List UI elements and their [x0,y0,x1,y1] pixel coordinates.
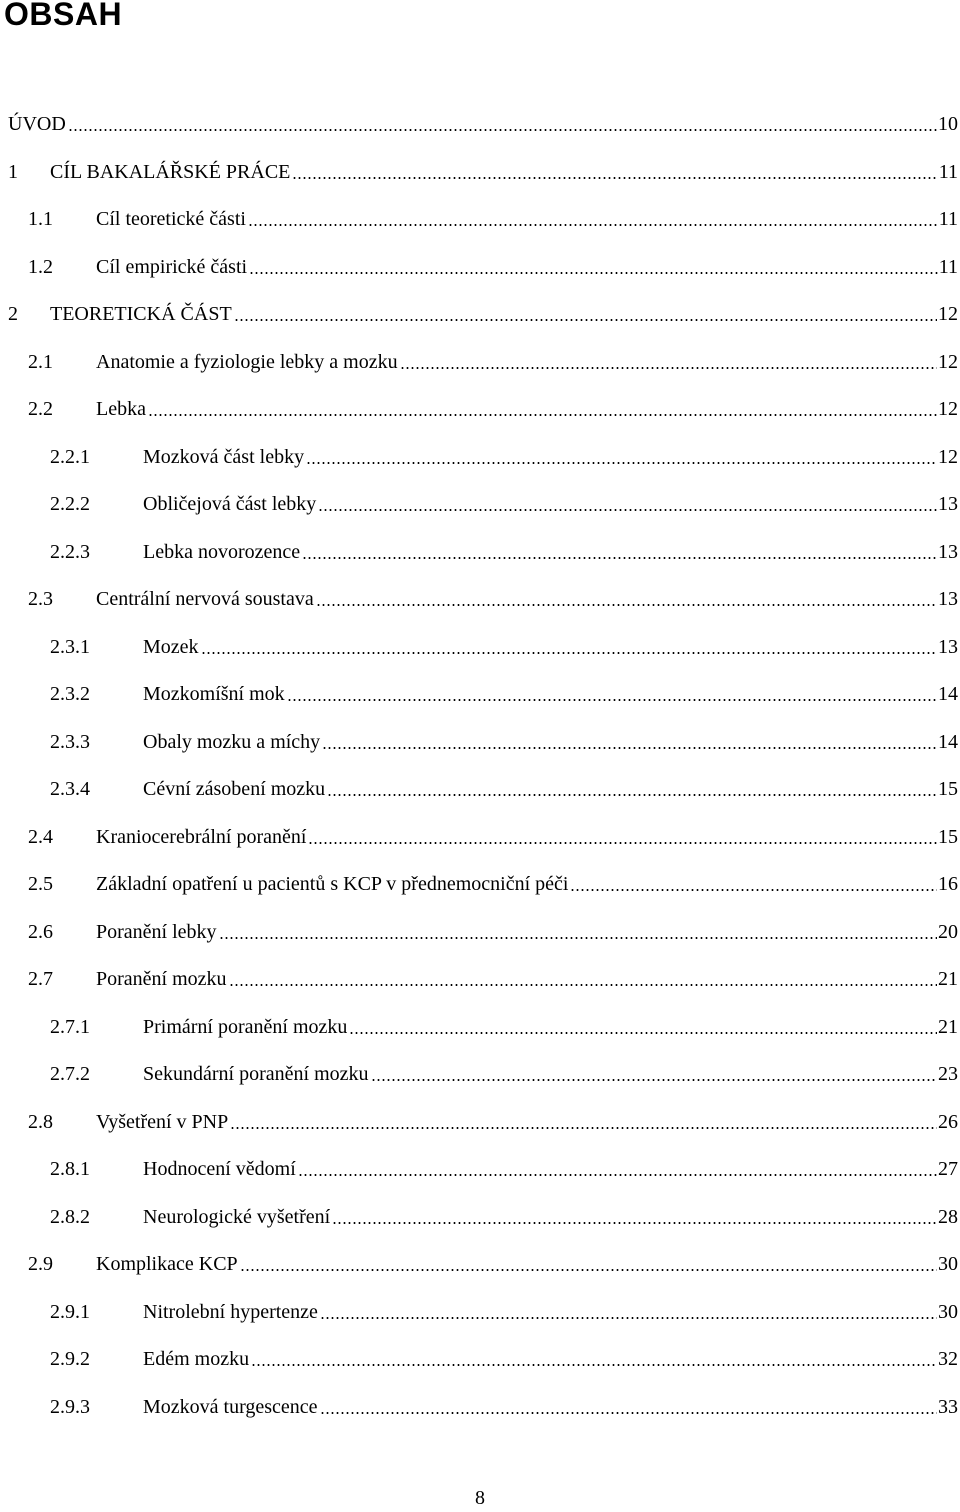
toc-entry[interactable] [50,1060,958,1088]
page-number: 8 [475,1487,485,1509]
toc-entry-number: 2.2.2 [50,493,90,515]
toc-entry-page: 21 [938,968,958,990]
toc-entry-number: 2.2 [28,398,53,420]
toc-entry-title: CÍL BAKALÁŘSKÉ PRÁCE [50,161,291,183]
toc-entry-page: 11 [938,208,958,230]
toc-dot-leader [230,1112,937,1132]
toc-entry-number: 2.8.1 [50,1158,90,1180]
toc-dot-leader [302,542,937,562]
toc-dot-leader [371,1064,938,1084]
toc-entry[interactable] [50,1298,958,1326]
toc-entry-title: Obaly mozku a míchy [143,731,321,753]
toc-entry-page: 12 [938,351,958,373]
toc-entry-page: 30 [938,1253,958,1275]
toc-entry[interactable] [8,110,958,138]
toc-dot-leader [400,352,937,372]
toc-entry[interactable] [50,680,958,708]
toc-entry-number: 1 [8,161,18,183]
toc-entry-page: 12 [938,398,958,420]
toc-entry[interactable] [28,1250,958,1278]
page-title: OBSAH [4,0,123,32]
toc-entry-title: Mozková turgescence [143,1396,318,1418]
toc-dot-leader [249,257,938,277]
toc-entry-title: Centrální nervová soustava [96,588,314,610]
toc-dot-leader [298,1159,937,1179]
toc-entry-number: 2.3.4 [50,778,90,800]
toc-entry[interactable] [28,348,958,376]
toc-dot-leader [320,1302,937,1322]
toc-dot-leader [292,162,937,182]
toc-entry[interactable] [28,965,958,993]
toc-entry[interactable] [8,158,958,186]
toc-entry-title: Mozkomíšní mok [143,683,285,705]
toc-entry-page: 33 [938,1396,958,1418]
toc-entry-number: 1.1 [28,208,53,230]
toc-entry[interactable] [50,490,958,518]
toc-entry[interactable] [28,823,958,851]
toc-entry-page: 13 [938,493,958,515]
toc-dot-leader [349,1017,937,1037]
toc-dot-leader [320,1397,937,1417]
toc-entry-number: 2.3.3 [50,731,90,753]
toc-dot-leader [68,114,937,134]
toc-dot-leader [240,1254,937,1274]
toc-entry[interactable] [8,300,958,328]
toc-entry[interactable] [50,538,958,566]
toc-entry-number: 2.7.1 [50,1016,90,1038]
toc-entry[interactable] [50,633,958,661]
toc-entry-page: 13 [938,636,958,658]
toc-entry-title: Cévní zásobení mozku [143,778,326,800]
toc-entry-number: 2.9.3 [50,1396,90,1418]
toc-entry-page: 13 [938,541,958,563]
toc-entry-number: 2.5 [28,873,53,895]
toc-entry-number: 2.1 [28,351,53,373]
toc-entry-page: 30 [938,1301,958,1323]
toc-entry-title: Lebka [96,398,146,420]
toc-dot-leader [327,779,937,799]
toc-dot-leader [322,732,937,752]
toc-entry-number: 2.9.2 [50,1348,90,1370]
toc-entry-number: 2.9 [28,1253,53,1275]
toc-dot-leader [570,874,937,894]
toc-entry-title: Neurologické vyšetření [143,1206,331,1228]
toc-entry-page: 27 [938,1158,958,1180]
toc-entry[interactable] [50,443,958,471]
toc-entry-title: Mozková část lebky [143,446,305,468]
toc-entry-title: Obličejová část lebky [143,493,317,515]
toc-dot-leader [219,922,937,942]
toc-entry-page: 28 [938,1206,958,1228]
toc-dot-leader [148,399,937,419]
toc-entry-title: TEORETICKÁ ČÁST [50,303,232,325]
toc-entry-number: 2.2.1 [50,446,90,468]
toc-entry-page: 15 [938,826,958,848]
toc-entry-number: 2.8 [28,1111,53,1133]
toc-entry-number: 2.4 [28,826,53,848]
toc-entry-title: Hodnocení vědomí [143,1158,296,1180]
toc-entry-title: Mozek [143,636,199,658]
toc-entry-title: Lebka novorozence [143,541,301,563]
toc-entry[interactable] [50,1203,958,1231]
toc-entry-page: 13 [938,588,958,610]
toc-entry[interactable] [50,728,958,756]
toc-entry[interactable] [50,1393,958,1421]
toc-entry-number: 2 [8,303,18,325]
toc-entry-page: 20 [938,921,958,943]
toc-dot-leader [332,1207,937,1227]
toc-entry-page: 21 [938,1016,958,1038]
toc-entry-number: 2.3 [28,588,53,610]
toc-dot-leader [251,1349,937,1369]
toc-entry-title: Cíl teoretické části [96,208,246,230]
toc-entry-title: Primární poranění mozku [143,1016,348,1038]
toc-entry-number: 1.2 [28,256,53,278]
toc-entry-page: 11 [938,256,958,278]
toc-entry-number: 2.3.1 [50,636,90,658]
toc-entry-number: 2.7.2 [50,1063,90,1085]
toc-dot-leader [201,637,937,657]
toc-entry[interactable] [28,253,958,281]
toc-entry-title: Sekundární poranění mozku [143,1063,369,1085]
toc-entry-page: 11 [938,161,958,183]
toc-entry[interactable] [28,205,958,233]
toc-entry-title: Komplikace KCP [96,1253,238,1275]
toc-entry[interactable] [50,1345,958,1373]
toc-dot-leader [248,209,938,229]
toc-dot-leader [316,589,937,609]
toc-entry-number: 2.3.2 [50,683,90,705]
toc-dot-leader [287,684,937,704]
toc-entry-title: Vyšetření v PNP [96,1111,229,1133]
toc-entry-page: 14 [938,683,958,705]
toc-entry-title: Poranění lebky [96,921,217,943]
toc-entry-number: 2.8.2 [50,1206,90,1228]
toc-entry-page: 26 [938,1111,958,1133]
toc-entry[interactable] [28,585,958,613]
toc-entry-title: Cíl empirické části [96,256,248,278]
toc-entry-title: Kraniocerebrální poranění [96,826,307,848]
toc-entry-page: 10 [938,113,958,135]
toc-entry-page: 15 [938,778,958,800]
toc-entry-title: Základní opatření u pacientů s KCP v přednemocniční péči [96,873,569,895]
toc-entry[interactable] [50,775,958,803]
toc-entry-title: ÚVOD [8,113,66,135]
toc-entry-page: 14 [938,731,958,753]
toc-entry-number: 2.6 [28,921,53,943]
toc-entry-number: 2.9.1 [50,1301,90,1323]
toc-entry-title: Nitrolební hypertenze [143,1301,318,1323]
toc-entry-page: 23 [938,1063,958,1085]
toc-entry-page: 16 [938,873,958,895]
toc-entry-number: 2.2.3 [50,541,90,563]
toc-entry-page: 12 [938,446,958,468]
toc-dot-leader [308,827,937,847]
toc-entry[interactable] [50,1013,958,1041]
toc-entry[interactable] [28,1108,958,1136]
toc-entry[interactable] [28,395,958,423]
toc-dot-leader [318,494,937,514]
toc-entry-title: Anatomie a fyziologie lebky a mozku [96,351,398,373]
toc-dot-leader [229,969,937,989]
toc-entry[interactable] [28,870,958,898]
toc-entry-page: 12 [938,303,958,325]
toc-entry-title: Poranění mozku [96,968,227,990]
toc-entry-number: 2.7 [28,968,53,990]
toc-entry-page: 32 [938,1348,958,1370]
toc-dot-leader [306,447,937,467]
toc-dot-leader [234,304,937,324]
toc-entry[interactable] [50,1155,958,1183]
toc-entry-title: Edém mozku [143,1348,250,1370]
toc-entry[interactable] [28,918,958,946]
